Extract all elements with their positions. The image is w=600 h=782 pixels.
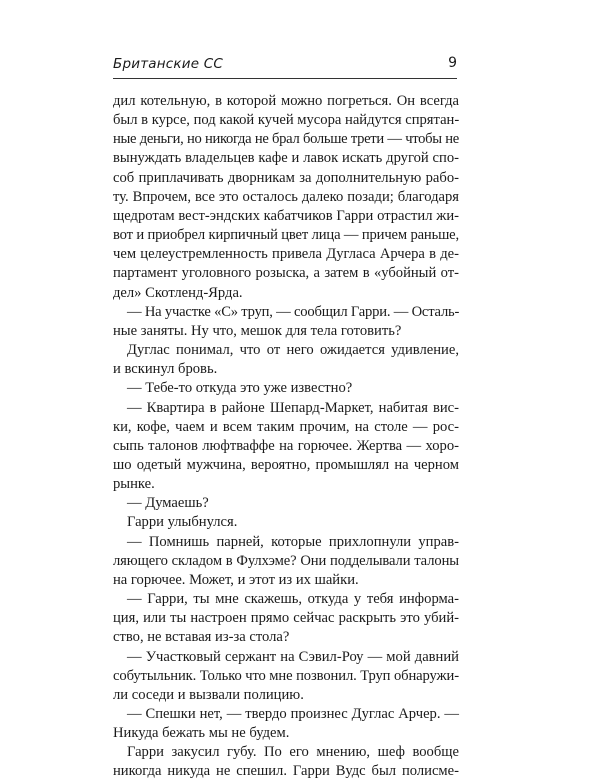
body-text [113,92,459,782]
text-line: вот и приобрел кирпичный цвет лица — причем раньше, [113,227,459,244]
paragraph [113,341,459,379]
paragraph [113,494,459,513]
text-line: — Гарри, ты мне скажешь, откуда у тебя информа- [127,591,459,608]
text-line: на горючее. Может, и этот из их шайки. [113,571,359,588]
text-line: — Участковый сержант на Сэвил-Роу — мой давний [127,648,459,665]
text-line: был в курсе, под какой кучей мусора найдутся спрятан- [113,112,460,129]
text-line: партамент уголовного розыска, а затем в «убойный от- [113,265,459,282]
text-line: никогда никуда не спешил. Гарри Вудс был полисме- [113,763,459,780]
paragraph [113,92,459,303]
text-line: Дуглас понимал, что от него ожидается удивление, [127,342,459,359]
text-line: дил котельную, в которой можно погреться. Он всегда [113,93,459,109]
paragraph [113,743,459,781]
paragraph [113,533,459,590]
text-line: щедротам вест-эндских кабатчиков Гарри отрастил жи- [113,207,459,224]
text-line: ство, не вставая из-за стола? [113,629,290,646]
text-line: Никуда бежать мы не будем. [113,725,290,742]
paragraph [113,303,459,341]
text-line: сыпь талонов люфтваффе на горючее. Жертва — хоро- [113,437,459,454]
text-line: ные деньги, но никогда не брал больше трети — чтобы не [113,131,459,148]
text-line: — Квартира в районе Шепард-Маркет, набитая вис- [127,399,459,416]
text-line: ли соседи и вызвали полицию. [113,686,304,703]
text-line: вынуждать владельцев кафе и лавок искать другой спо- [113,150,459,167]
text-line: — На участке «С» труп, — сообщил Гарри. — Осталь- [127,303,460,320]
paragraph [113,379,459,398]
paragraph [113,590,459,647]
page-number: 9 [448,55,457,71]
text-line: — Помнишь парней, которые прихлопнули управ- [127,533,459,550]
text-line: Гарри улыбнулся. [127,514,238,531]
text-line: чем целеустремленность привела Дугласа Арчера в де- [113,246,459,263]
paragraph [113,705,459,743]
text-line: — Думаешь? [127,495,209,512]
text-line: — Тебе-то откуда это уже известно? [127,380,353,397]
text-line: ция, или ты настроен прямо сейчас раскрыть это убий- [113,610,459,627]
text-line: шо одетый мужчина, вероятно, промышлял на черном [113,456,459,473]
text-line: дел» Скотленд-Ярда. [113,284,243,301]
text-line: ки, кофе, чаем и всем таким прочим, на столе — рос- [113,418,459,435]
text-line: ту. Впрочем, все это осталось далеко позади; благодаря [113,188,459,205]
paragraph [113,399,459,495]
running-head [113,54,457,79]
running-title: Британские СС [113,56,223,72]
paragraph [113,648,459,705]
text-line: соб приплачивать дворникам за дополнительную рабо- [113,169,459,186]
text-line: и вскинул бровь. [113,361,218,378]
text-line: ляющего складом в Фулхэме? Они подделывали талоны [113,552,459,569]
text-line: — Спешки нет, — твердо произнес Дуглас Арчер. — [127,706,459,722]
text-line: рынке. [113,476,155,493]
text-line: Гарри закусил губу. По его мнению, шеф вообще [127,744,459,761]
text-line: ные заняты. Ну что, мешок для тела готовить? [113,322,402,339]
text-line: собутыльник. Только что мне позвонил. Труп обнаружи- [113,667,460,684]
paragraph [113,513,459,532]
